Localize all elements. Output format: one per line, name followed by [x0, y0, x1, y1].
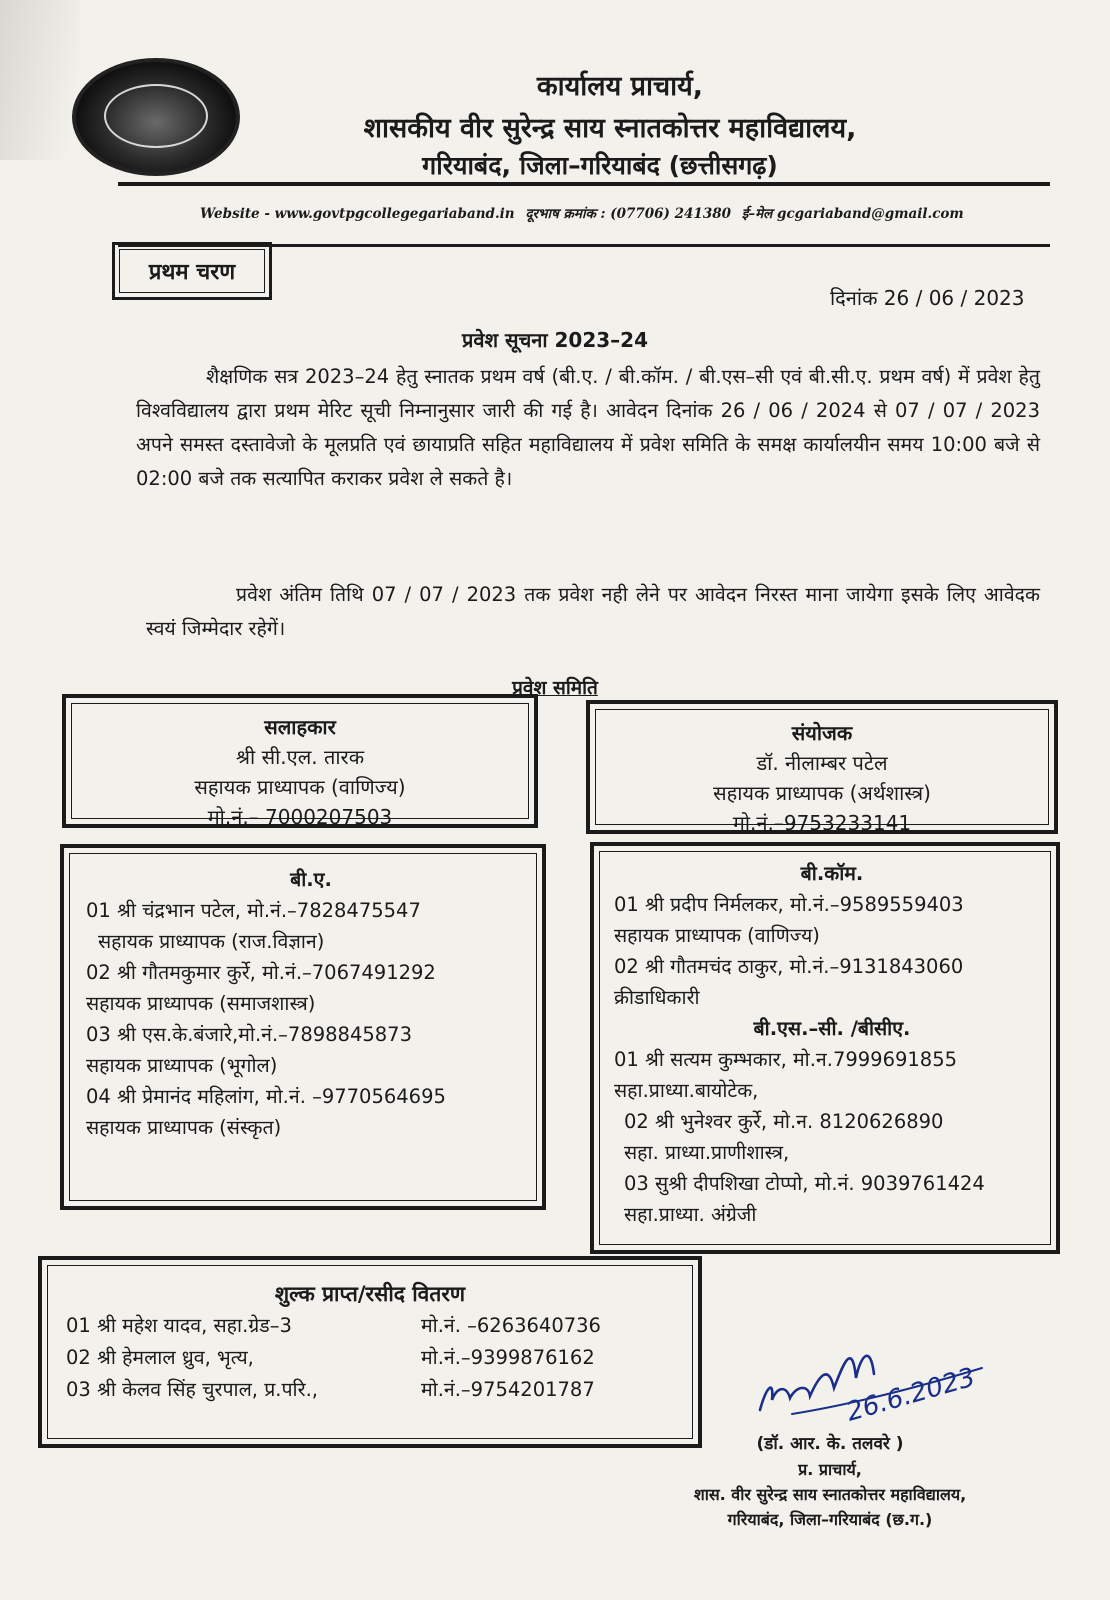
ba-line: सहायक प्राध्यापक (संस्कृत): [86, 1116, 282, 1139]
bcom-line: 01 श्री प्रदीप निर्मलकर, मो.नं.–9589559403: [614, 893, 964, 916]
notice-title: प्रवेश सूचना 2023–24: [461, 328, 649, 352]
bsc-bca-heading: बी.एस.–सी. /बीसीए.: [753, 1017, 911, 1040]
phase-badge: [112, 242, 272, 300]
website-text: Website - www.govtpgcollegegariaband.in: [200, 206, 515, 222]
fee-row: [66, 1342, 601, 1374]
advisor-designation: सहायक प्राध्यापक (वाणिज्य): [194, 775, 406, 799]
bcom-line: सहायक प्राध्यापक (वाणिज्य): [614, 924, 820, 947]
header-divider-top: [118, 182, 1050, 186]
contact-line: [200, 204, 970, 222]
bcom-line: क्रीडाधिकारी: [614, 986, 700, 1009]
bsc-line: 01 श्री सत्यम कुम्भकार, मो.न.7999691855: [614, 1048, 958, 1071]
phase-label: प्रथम चरण: [119, 249, 265, 293]
advisor-name: श्री सी.एल. तारक: [235, 745, 365, 769]
phone-text: दूरभाष क्रमांक : (07706) 241380: [525, 206, 731, 222]
bcom-heading: बी.कॉम.: [800, 862, 864, 885]
fee-member-name: 02 श्री हेमलाल ध्रुव, भृत्य,: [66, 1346, 254, 1369]
ba-line: सहायक प्राध्यापक (राज.विज्ञान): [98, 930, 325, 953]
signatory-place: गरियाबंद, जिला–गरियाबंद (छ.ग.): [727, 1510, 933, 1529]
ba-committee-box: [60, 844, 546, 1210]
fee-member-mobile: मो.नं. –6263640736: [421, 1314, 601, 1337]
notice-date: दिनांक 26 / 06 / 2023: [830, 286, 1025, 310]
bsc-line: सहा.प्राध्या. अंग्रेजी: [624, 1203, 757, 1226]
handwritten-signature: [752, 1318, 1012, 1433]
ba-heading: बी.ए.: [290, 868, 332, 891]
ba-line: 03 श्री एस.के.बंजारे,मो.नं.–7898845873: [86, 1023, 412, 1046]
fee-list: [66, 1310, 601, 1406]
fee-committee-box: [38, 1256, 702, 1448]
fee-row: [66, 1374, 601, 1406]
signatory-block: [620, 1432, 1040, 1532]
college-location: गरियाबंद, जिला–गरियाबंद (छत्तीसगढ़): [422, 151, 778, 180]
convener-box: [586, 700, 1058, 834]
college-name: शासकीय वीर सुरेन्द्र साय स्नातकोत्तर महाविद्यालय,: [363, 113, 857, 144]
fee-heading: शुल्क प्राप्त/रसीद वितरण: [274, 1282, 466, 1306]
bsc-line: सहा.प्राध्या.बायोटेक,: [614, 1079, 759, 1102]
bcom-line: 02 श्री गौतमचंद ठाकुर, मो.नं.–9131843060: [614, 955, 964, 978]
fee-member-name: 01 श्री महेश यादव, सहा.ग्रेड–3: [66, 1314, 292, 1337]
signatory-name: (डॉ. आर. के. तलवरे ): [756, 1434, 904, 1454]
convener-mobile: मो.नं.–9753233141: [732, 811, 912, 835]
convener-designation: सहायक प्राध्यापक (अर्थशास्त्र): [713, 781, 931, 805]
office-title: कार्यालय प्राचार्य,: [536, 71, 704, 102]
advisor-box: [62, 694, 538, 828]
bcom-bsc-committee-box: [590, 842, 1060, 1254]
fee-member-mobile: मो.नं.–9399876162: [421, 1346, 595, 1369]
signatory-title: प्र. प्राचार्य,: [798, 1460, 862, 1479]
email-text: ई–मेल gcgariaband@gmail.com: [741, 206, 964, 222]
signatory-college: शास. वीर सुरेन्द्र साय स्नातकोत्तर महाविद्यालय,: [693, 1485, 967, 1504]
ba-line: 01 श्री चंद्रभान पटेल, मो.नं.–7828475547: [86, 899, 421, 922]
fee-member-name: 03 श्री केलव सिंह चुरपाल, प्र.परि.,: [66, 1378, 318, 1401]
bsc-line: 03 सुश्री दीपशिखा टोप्पो, मो.नं. 9039761424: [624, 1172, 985, 1195]
ba-line: सहायक प्राध्यापक (समाजशास्त्र): [86, 992, 316, 1015]
notice-paragraph-1: शैक्षणिक सत्र 2023–24 हेतु स्नातक प्रथम वर्ष (बी.ए. / बी.कॉम. / बी.एस–सी एवं बी.सी.ए. प्रथम वर्ष) में प्रवेश हेतु विश्वविद्यालय द्वारा प्रथम मेरिट सूची निम्नानुसार जारी की गई है। आवेदन दिनांक 26 / 06 / 2024 से 07 / 07 / 2023 अपने समस्त दस्तावेजो के मूलप्रति एवं छायाप्रति सहित महाविद्यालय में प्रवेश समिति के समक्ष कार्यालयीन समय 10:00 बजे से 02:00 बजे तक सत्यापित कराकर प्रवेश ले सकते है।: [136, 365, 1040, 490]
bsc-line: 02 श्री भुनेश्वर कुर्रे, मो.न. 8120626890: [624, 1110, 944, 1133]
ba-line: 02 श्री गौतमकुमार कुर्रे, मो.नं.–7067491292: [86, 961, 436, 984]
advisor-role: सलाहकार: [264, 715, 336, 739]
ba-line: 04 श्री प्रेमानंद महिलांग, मो.नं. –9770564695: [86, 1085, 446, 1108]
convener-name: डॉ. नीलाम्बर पटेल: [756, 751, 888, 775]
bsc-line: सहा. प्राध्या.प्राणीशास्त्र,: [624, 1141, 790, 1164]
committee-title: प्रवेश समिति: [512, 677, 598, 699]
signature-date: 26.6.2023: [843, 1362, 979, 1428]
notice-paragraph-2: प्रवेश अंतिम तिथि 07 / 07 / 2023 तक प्रवेश नही लेने पर आवेदन निरस्त माना जायेगा इसके लिए आवेदक स्वयं जिम्मेदार रहेगें।: [146, 583, 1040, 640]
fee-member-mobile: मो.नं.–9754201787: [421, 1378, 595, 1401]
convener-role: संयोजक: [791, 721, 853, 745]
fee-row: [66, 1310, 601, 1342]
advisor-mobile: मो.नं.– 7000207503: [207, 805, 393, 829]
ba-line: सहायक प्राध्यापक (भूगोल): [86, 1054, 278, 1077]
